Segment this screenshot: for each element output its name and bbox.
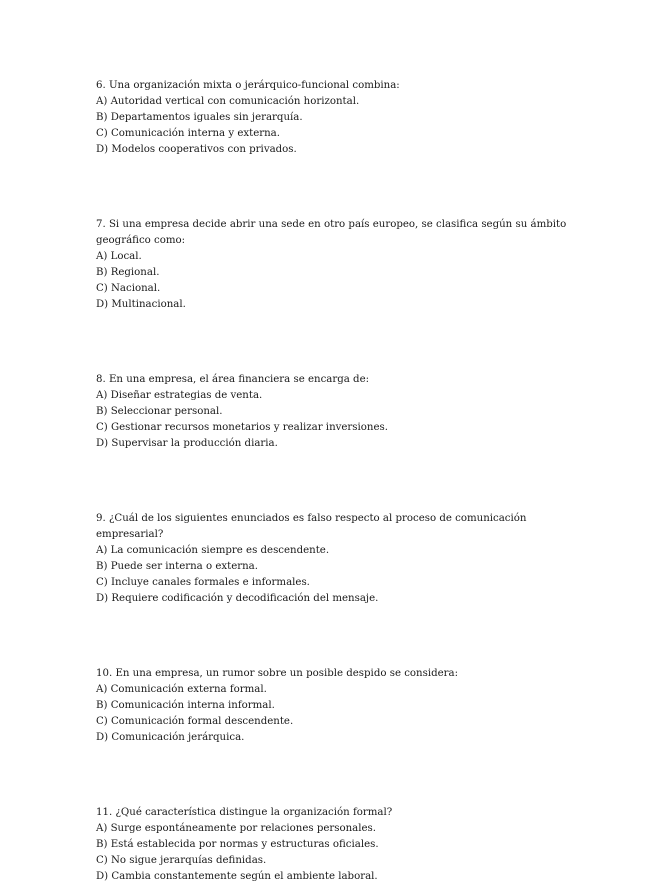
question-8-option-a: A) Diseñar estrategias de venta. (96, 390, 263, 401)
question-11-option-d: D) Cambia constantemente según el ambiente laboral. (96, 871, 378, 882)
question-9-title (96, 511, 561, 543)
question-7-option-b: B) Regional. (96, 267, 160, 278)
question-10-option-b: B) Comunicación interna informal. (96, 700, 275, 711)
question-11-title (96, 805, 561, 821)
question-11-option-b: B) Está establecida por normas y estructuras oficiales. (96, 839, 379, 850)
question-7-title (96, 217, 567, 249)
question-7 (96, 217, 567, 313)
question-8-option-b: B) Seleccionar personal. (96, 406, 223, 417)
question-7-option-a: A) Local. (96, 251, 142, 262)
question-6-title-line-1: 6. Una organización mixta o jerárquico-funcional combina: (96, 80, 400, 91)
question-6-title (96, 78, 561, 94)
question-11-option-c: C) No sigue jerarquías definidas. (96, 855, 267, 866)
question-6-option-d: D) Modelos cooperativos con privados. (96, 144, 297, 155)
question-11-title-line-1: 11. ¿Qué característica distingue la organización formal? (96, 807, 393, 818)
question-8-title-line-1: 8. En una empresa, el área financiera se encarga de: (96, 374, 370, 385)
question-8-option-c: C) Gestionar recursos monetarios y realizar inversiones. (96, 422, 388, 433)
question-8-title (96, 372, 561, 388)
question-7-option-d: D) Multinacional. (96, 299, 186, 310)
question-10-option-d: D) Comunicación jerárquica. (96, 732, 245, 743)
question-9 (96, 511, 561, 607)
question-11 (96, 805, 561, 885)
question-9-option-b: B) Puede ser interna o externa. (96, 561, 258, 572)
question-list (96, 78, 567, 885)
question-9-title-line-1: 9. ¿Cuál de los siguientes enunciados es falso respecto al proceso de comunicación (96, 513, 527, 524)
question-10-title (96, 666, 561, 682)
question-7-title-line-2: geográfico como: (96, 235, 186, 246)
question-6-option-b: B) Departamentos iguales sin jerarquía. (96, 112, 303, 123)
question-6 (96, 78, 561, 158)
question-10-option-c: C) Comunicación formal descendente. (96, 716, 294, 727)
question-10 (96, 666, 561, 746)
question-10-option-a: A) Comunicación externa formal. (96, 684, 267, 695)
question-10-title-line-1: 10. En una empresa, un rumor sobre un posible despido se considera: (96, 668, 459, 679)
question-7-option-c: C) Nacional. (96, 283, 161, 294)
question-6-option-a: A) Autoridad vertical con comunicación horizontal. (96, 96, 360, 107)
question-9-option-c: C) Incluye canales formales e informales. (96, 577, 310, 588)
question-9-option-a: A) La comunicación siempre es descendente. (96, 545, 330, 556)
question-11-option-a: A) Surge espontáneamente por relaciones personales. (96, 823, 377, 834)
question-9-option-d: D) Requiere codificación y decodificación del mensaje. (96, 593, 379, 604)
question-8-option-d: D) Supervisar la producción diaria. (96, 438, 278, 449)
question-6-option-c: C) Comunicación interna y externa. (96, 128, 280, 139)
question-9-title-line-2: empresarial? (96, 529, 164, 540)
question-7-title-line-1: 7. Si una empresa decide abrir una sede en otro país europeo, se clasifica según su ámbito (96, 219, 567, 230)
question-8 (96, 372, 561, 452)
